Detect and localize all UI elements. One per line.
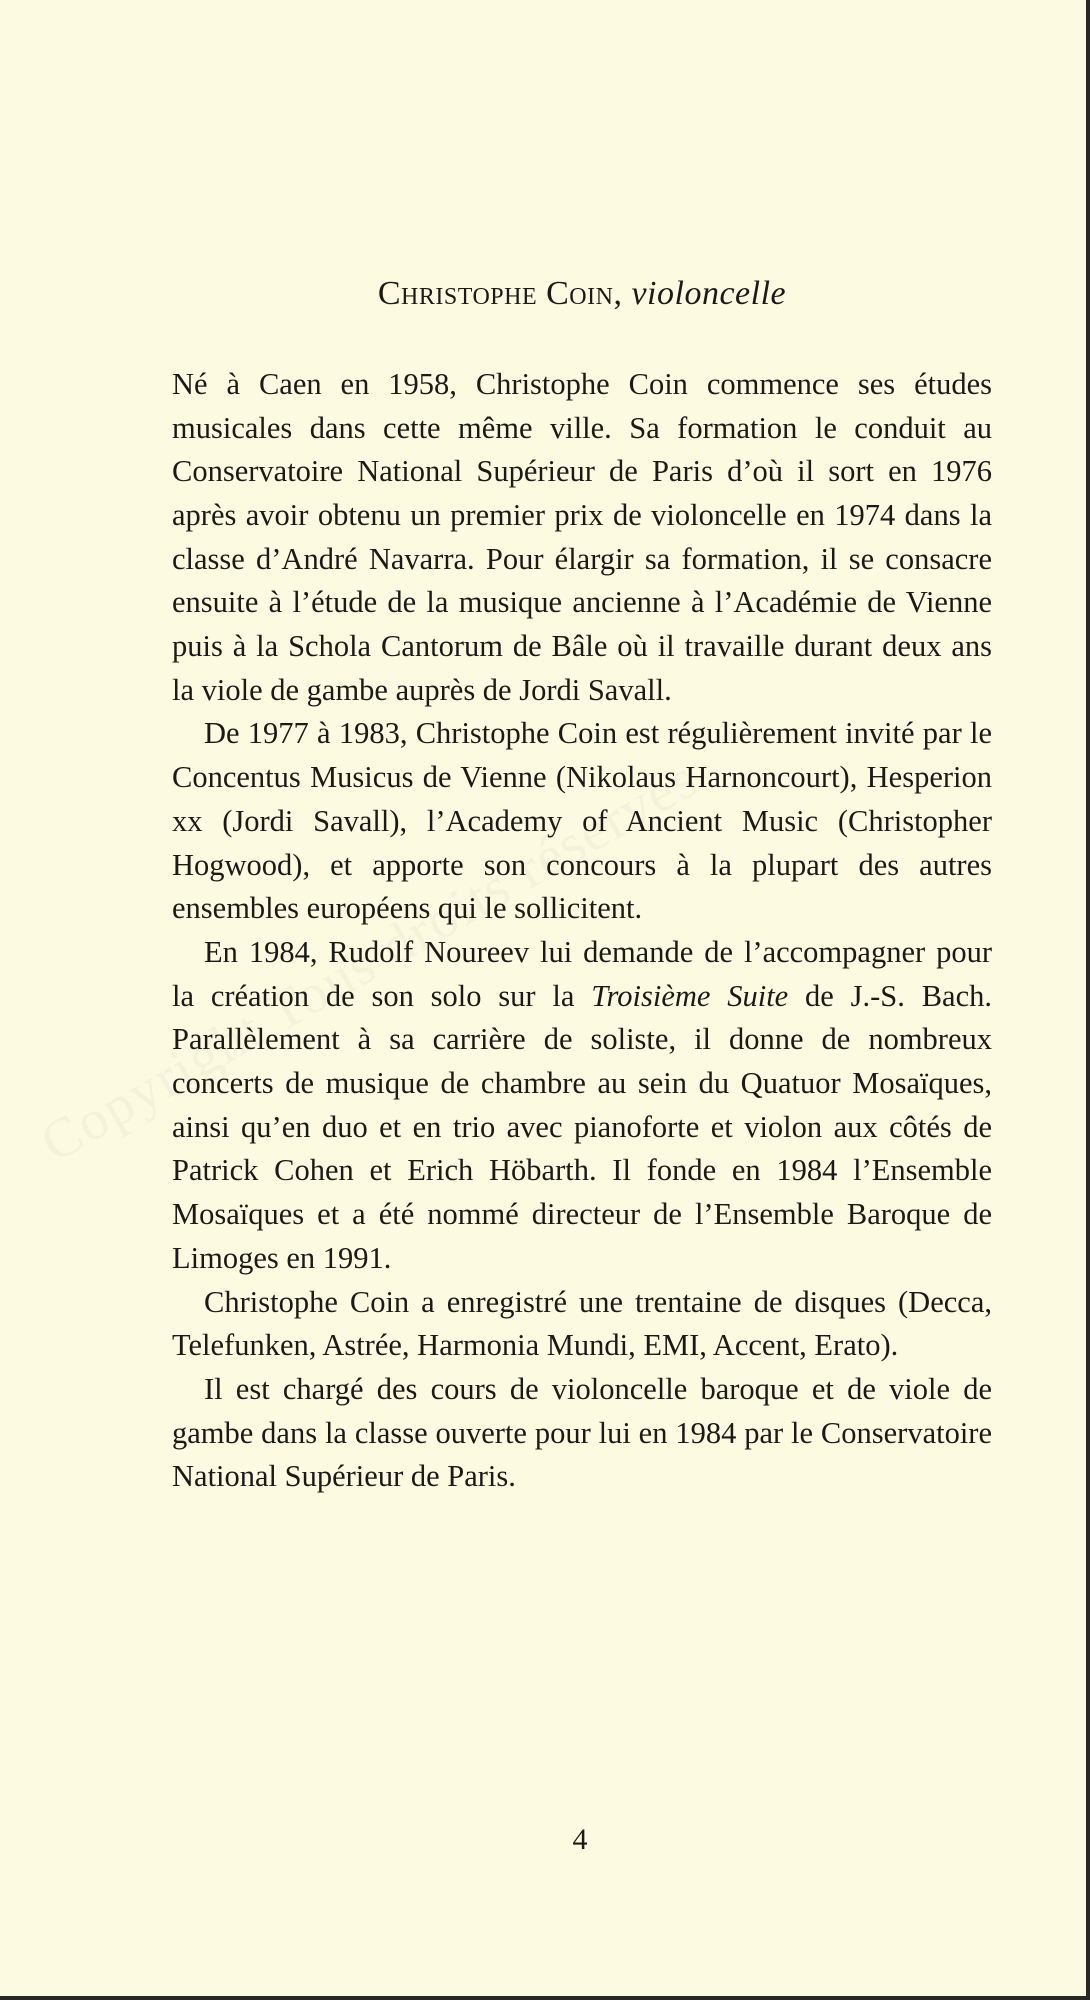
paragraph-2: De 1977 à 1983, Christophe Coin est régulièrement invité par le Concentus Musicus de Vienne (Nikolaus Harnoncourt), Hesperion xx (Jordi Savall), l’Academy of Ancient Music (Christopher Hogwood), et apporte son concours à la plupart des autres ensembles européens qui le sollicitent. xyxy=(172,716,992,926)
paragraph-3 xyxy=(172,931,992,1281)
page-edge-bottom xyxy=(0,1996,1090,2000)
paragraph-3-text-after: de J.-S. Bach. Parallèlement à sa carrière de soliste, il donne de nombreux concerts de musique de chambre au sein du Quatuor Mosaïques, ainsi qu’en duo et en trio avec pianoforte et violon aux côtés de Patrick Cohen et Erich Höbarth. Il fonde en 1984 l’Ensemble Mosaïques et a été nommé directeur de l’Ensemble Baroque de Limoges en 1991. xyxy=(172,978,993,1275)
work-title: Troisième Suite xyxy=(591,978,789,1013)
paragraph-3-text-before: En 1984, Rudolf Noureev lui demande de l’accompagner pour la création de son solo sur la xyxy=(172,934,992,1013)
document-page xyxy=(172,274,992,1499)
paragraph-4: Christophe Coin a enregistré une trentaine de disques (Decca, Telefunken, Astrée, Harmonia Mundi, EMI, Accent, Erato). xyxy=(172,1284,992,1363)
biography-heading xyxy=(172,274,992,315)
page-number: 4 xyxy=(572,1823,588,1856)
paragraph-5: Il est chargé des cours de violoncelle baroque et de viole de gambe dans la classe ouverte pour lui en 1984 par le Conservatoire National Supérieur de Paris. xyxy=(172,1371,992,1494)
page-edge-right xyxy=(1086,0,1090,2000)
performer-name: Christophe Coin, xyxy=(377,275,623,312)
performer-instrument: violoncelle xyxy=(631,275,787,312)
paragraph-1: Né à Caen en 1958, Christophe Coin commence ses études musicales dans cette même ville. Sa formation le conduit au Conservatoire National Supérieur de Paris d’où il sort en 1976 après avoir obtenu un premier prix de violoncelle en 1974 dans la classe d’André Navarra. Pour élargir sa formation, il se consacre ensuite à l’étude de la musique ancienne à l’Académie de Vienne puis à la Schola Cantorum de Bâle où il travaille durant deux ans la viole de gambe auprès de Jordi Savall. xyxy=(172,366,992,707)
